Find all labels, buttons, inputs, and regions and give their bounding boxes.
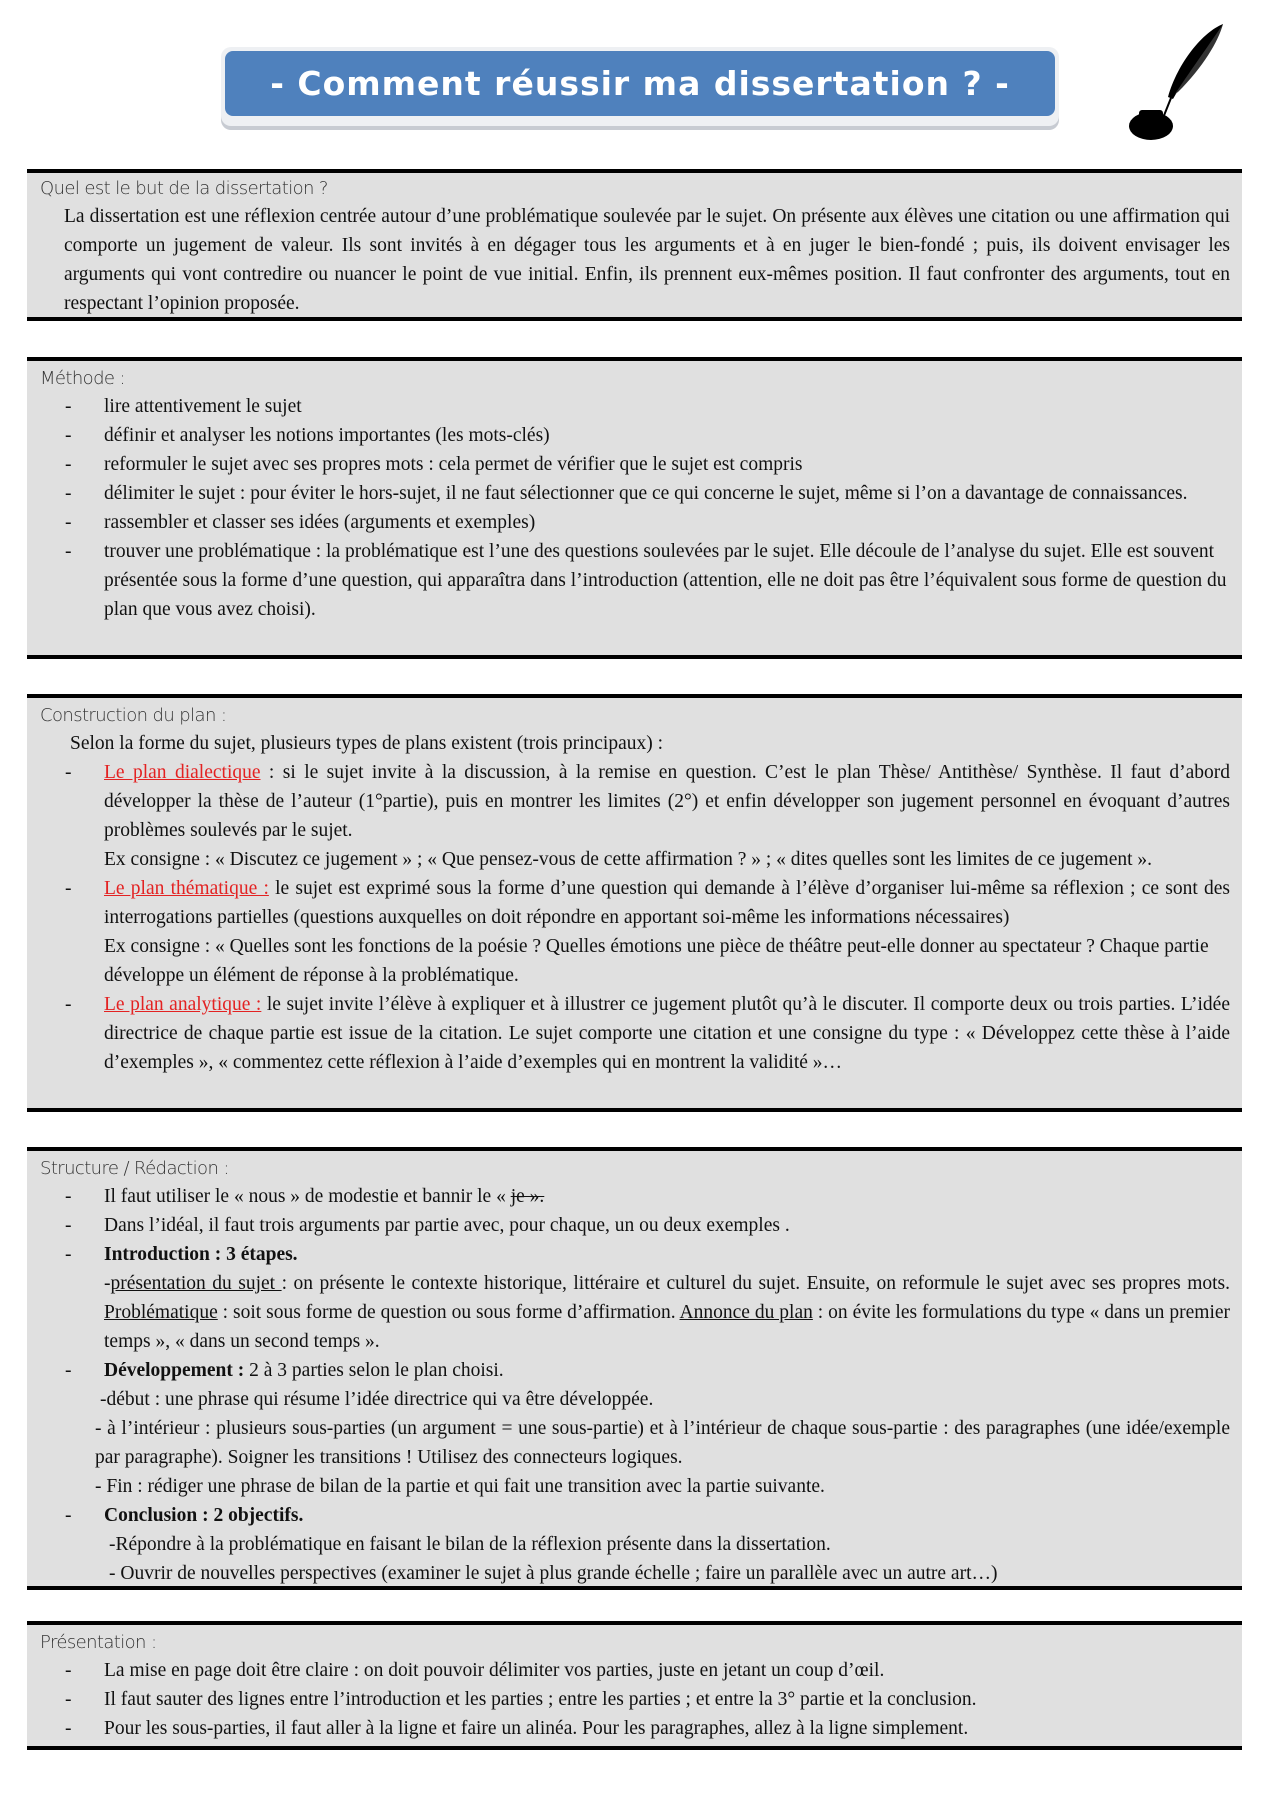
purpose-text: La dissertation est une réflexion centrée autour d’une problématique soulevée par le sujet. On présente aux élèves une citation ou une affirmation qui comporte un jugement de valeur. Ils sont invités à en dégager tous les arguments et à en juger le bien-fondé ; puis, ils doivent envisager les arguments qui vont contredire ou nuancer le point de vue initial. Enfin, ils prennent eux-mêmes position. Il faut confronter des arguments, tout en respectant l’opinion proposée.: [64, 206, 1230, 314]
section-title: Méthode :: [40, 368, 125, 389]
dash: -: [65, 1505, 72, 1526]
item-text: La mise en page doit être claire : on doit pouvoir délimiter vos parties, juste en jetant un coup d’œil.: [104, 1660, 885, 1681]
list-item-introduction: [27, 1240, 1242, 1269]
section-purpose: [27, 169, 1242, 321]
item-text: le sujet invite l’élève à expliquer et à illustrer ce jugement plutôt qu’à le discuter. Il comporte deux ou trois parties. L’idée directrice de chaque partie est issue de la citation. Le sujet comporte une citation et une consigne du type : « Développez cette thèse à l’aide d’exemples », « commentez cette réflexion à l’aide d’exemples qui en montrent la validité »…: [104, 994, 1230, 1073]
dash: -: [65, 1718, 72, 1739]
conclusion-line: - Ouvrir de nouvelles perspectives (examiner le sujet à plus grande échelle ; faire un parallèle avec un autre art…): [109, 1563, 998, 1584]
list-item-conclusion: [27, 1501, 1242, 1530]
item-text: Il faut sauter des lignes entre l’introduction et les parties ; entre les parties ; et entre la 3° partie et la conclusion.: [104, 1689, 977, 1710]
item-text: le sujet est exprimé sous la forme d’une question qui demande à l’élève d’organiser lui-même sa réflexion ; ce sont des interrogations partielles (questions auxquelles on doit répondre en apportant soi-même les informations nécessaires): [104, 878, 1230, 928]
plan-example: Ex consigne : « Quelles sont les fonctions de la poésie ? Quelles émotions une pièce de théâtre peut-elle donner au spectateur ? Chaque partie développe un élément de réponse à la problématique.: [104, 936, 1209, 986]
plan-label: Le plan analytique :: [104, 994, 262, 1015]
dash: -: [65, 994, 72, 1015]
dash: -: [65, 396, 72, 417]
text: : on évite les formulations du type « dans un premier temps », « dans un second temps ».: [104, 1302, 1231, 1352]
dev-line: - à l’intérieur : plusieurs sous-parties (un argument = une sous-partie) et à l’intérieur de chaque sous-partie : des paragraphes (une idée/exemple par paragraphe). Soigner les transitions ! Utilisez des connecteurs logiques.: [95, 1418, 1230, 1468]
plan-item-analytique: [27, 990, 1242, 1077]
dash: -: [65, 1360, 72, 1381]
dash: -: [65, 1186, 72, 1207]
dash: -: [65, 541, 72, 562]
section-method: [27, 357, 1242, 659]
text: : soit sous forme de question ou sous forme d’affirmation.: [217, 1302, 680, 1323]
item-text: : si le sujet invite à la discussion, à la remise en question. C’est le plan Thèse/ Antithèse/ Synthèse. Il faut d’abord développer la thèse de l’auteur (1°partie), puis en montrer les limites (2°) et enfin développer son jugement personnel en évoquant d’autres problèmes soulevés par le sujet.: [104, 762, 1230, 841]
quill-inkwell-icon: [1123, 22, 1228, 140]
dash: -: [65, 512, 72, 533]
title-banner-inner: [225, 51, 1055, 116]
section-title: Structure / Rédaction :: [40, 1158, 229, 1179]
dash: -: [65, 878, 72, 899]
list-item: [27, 537, 1242, 624]
item-text: lire attentivement le sujet: [104, 396, 302, 417]
dash: -: [65, 454, 72, 475]
dash: -: [65, 1244, 72, 1265]
underlined-term: Problématique: [104, 1302, 218, 1323]
list-item: [27, 1211, 1242, 1240]
item-text: Il faut utiliser le « nous » de modestie et bannir le «: [104, 1186, 511, 1207]
item-text: rassembler et classer ses idées (arguments et exemples): [104, 512, 536, 533]
list-item: [27, 421, 1242, 450]
list-item: [27, 1685, 1242, 1714]
list-item: [27, 508, 1242, 537]
section-presentation: [27, 1621, 1242, 1750]
item-heading: Conclusion : 2 objectifs.: [104, 1505, 304, 1526]
list-item: [27, 392, 1242, 421]
list-item-developpement: [27, 1356, 1242, 1385]
page-title: - Comment réussir ma dissertation ? -: [270, 64, 1010, 103]
list-item: [27, 1656, 1242, 1685]
plan-example: Ex consigne : « Discutez ce jugement » ; « Que pensez-vous de cette affirmation ? » ; « dites quelles sont les limites de ce jugement ».: [104, 849, 1153, 870]
plan-label: Le plan dialectique: [104, 762, 261, 783]
item-text: 2 à 3 parties selon le plan choisi.: [244, 1360, 504, 1381]
section-title: Présentation :: [40, 1632, 157, 1653]
dash: -: [65, 762, 72, 783]
item-text: Dans l’idéal, il faut trois arguments par partie avec, pour chaque, un ou deux exemples .: [104, 1215, 790, 1236]
section-title: Construction du plan :: [40, 705, 227, 726]
list-item: [27, 450, 1242, 479]
item-heading: Développement :: [104, 1360, 245, 1381]
plan-item-dialectique: [27, 758, 1242, 845]
underlined-term: présentation du sujet: [110, 1273, 282, 1294]
text: : on présente le contexte historique, littéraire et culturel du sujet. Ensuite, on reformule le sujet avec ses propres mots.: [281, 1273, 1231, 1294]
dash: -: [65, 1660, 72, 1681]
section-title: Quel est le but de la dissertation ?: [40, 178, 328, 199]
item-text: Pour les sous-parties, il faut aller à la ligne et faire un alinéa. Pour les paragraphes, allez à la ligne simplement.: [104, 1718, 969, 1739]
section-structure: [27, 1147, 1242, 1590]
list-item: [27, 1714, 1242, 1743]
dash: -: [65, 1215, 72, 1236]
struck-text: je ».: [510, 1186, 545, 1207]
item-text: définir et analyser les notions importantes (les mots-clés): [104, 425, 550, 446]
plan-intro: Selon la forme du sujet, plusieurs types de plans existent (trois principaux) :: [70, 733, 664, 754]
dev-line: -début : une phrase qui résume l’idée directrice qui va être développée.: [100, 1389, 654, 1410]
dash: -: [65, 1689, 72, 1710]
plan-item-thematique: [27, 874, 1242, 932]
plan-label: Le plan thématique :: [104, 878, 269, 899]
item-heading: Introduction : 3 étapes.: [104, 1244, 298, 1265]
dev-line: - Fin : rédiger une phrase de bilan de la partie et qui fait une transition avec la partie suivante.: [95, 1476, 825, 1497]
item-text: délimiter le sujet : pour éviter le hors-sujet, il ne faut sélectionner que ce qui concerne le sujet, même si l’on a davantage de connaissances.: [104, 483, 1188, 504]
dash: -: [65, 425, 72, 446]
introduction-details: [27, 1269, 1242, 1356]
list-item: [27, 1182, 1242, 1211]
text: -: [104, 1273, 111, 1294]
section-plan: [27, 694, 1242, 1112]
underlined-term: Annonce du plan: [679, 1302, 813, 1323]
list-item: [27, 479, 1242, 508]
title-banner: [221, 47, 1059, 126]
item-text: trouver une problématique : la problématique est l’une des questions soulevées par le sujet. Elle découle de l’analyse du sujet. Elle est souvent présentée sous la forme d’une question, qui apparaîtra dans l’introduction (attention, elle ne doit pas être l’équivalent sous forme de question du plan que vous avez choisi).: [104, 541, 1227, 620]
dash: -: [65, 483, 72, 504]
conclusion-line: -Répondre à la problématique en faisant le bilan de la réflexion présente dans la dissertation.: [109, 1534, 831, 1555]
item-text: reformuler le sujet avec ses propres mots : cela permet de vérifier que le sujet est compris: [104, 454, 803, 475]
